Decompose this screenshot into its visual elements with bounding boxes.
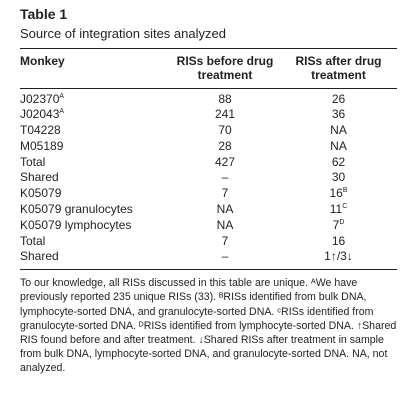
table-row <box>20 249 397 269</box>
data-table <box>20 49 397 270</box>
header-before: RISs before drug treatment <box>170 49 280 88</box>
after-cell <box>280 88 397 107</box>
after-cell <box>280 170 397 186</box>
before-cell <box>170 234 280 250</box>
before-cell-value: 7 <box>221 233 229 248</box>
table-row <box>20 234 397 250</box>
monkey-cell-value: Shared <box>20 249 59 264</box>
monkey-cell <box>20 202 170 218</box>
before-cell-value: 241 <box>214 107 236 122</box>
monkey-cell-value: Total <box>20 233 46 248</box>
footnote-marker: A <box>59 108 65 116</box>
table-row <box>20 155 397 171</box>
before-cell <box>170 170 280 186</box>
before-cell <box>170 139 280 155</box>
after-cell <box>280 218 397 234</box>
table-container <box>20 6 397 376</box>
table-row <box>20 170 397 186</box>
footnote-marker: B <box>342 187 348 195</box>
before-cell <box>170 123 280 139</box>
monkey-cell-value: Total <box>20 154 46 169</box>
table-row <box>20 202 397 218</box>
after-cell-value: 62 <box>331 154 346 169</box>
after-cell-value: 16 <box>329 186 343 201</box>
table-footnote: To our knowledge, all RISs discussed in this table are unique. ᴬWe have previously reported 235 unique RISs (33). ᴮRISs identified from bulk DNA, lymphocyte-sorted DNA, and granulocyte-sorted DNA. ᶜRISs identified from granulocyte-sorted DNA. ᴰRISs identified from lymphocyte-sorted DNA. ↑Shared RIS found before and after treatment. ↓Shared RISs after treatment in sample from bulk DNA, lymphocyte-sorted DNA, and granulocyte-sorted DNA. NA, not analyzed. <box>20 277 397 375</box>
after-cell <box>280 234 397 250</box>
before-cell <box>170 218 280 234</box>
before-cell <box>170 202 280 218</box>
after-cell <box>280 107 397 123</box>
after-cell-value: 7 <box>332 217 340 232</box>
before-cell-value: 88 <box>218 91 232 106</box>
table-row <box>20 139 397 155</box>
after-cell-value: 30 <box>331 170 346 185</box>
before-cell <box>170 249 280 269</box>
before-cell-value: NA <box>216 202 234 217</box>
after-cell <box>280 155 397 171</box>
before-cell <box>170 155 280 171</box>
before-cell-value: 7 <box>221 186 229 201</box>
monkey-cell-value: J02043 <box>20 107 60 122</box>
footnote-marker: A <box>59 92 65 100</box>
after-cell-value: 11 <box>329 202 343 217</box>
monkey-cell-value: K05079 <box>20 186 62 201</box>
monkey-cell-value: K05079 lymphocytes <box>20 217 132 232</box>
after-cell <box>280 249 397 269</box>
after-cell <box>280 139 397 155</box>
monkey-cell <box>20 139 170 155</box>
table-body <box>20 88 397 270</box>
table-row <box>20 186 397 202</box>
after-cell <box>280 202 397 218</box>
header-row <box>20 49 397 88</box>
monkey-cell <box>20 234 170 250</box>
monkey-cell-value: T04228 <box>20 123 61 138</box>
monkey-cell <box>20 249 170 269</box>
table-subtitle: Source of integration sites analyzed <box>20 25 397 49</box>
before-cell-value: NA <box>216 217 234 232</box>
after-cell-value: 36 <box>331 107 346 122</box>
table-row <box>20 88 397 107</box>
monkey-cell <box>20 123 170 139</box>
monkey-cell <box>20 107 170 123</box>
monkey-cell-value: Shared <box>20 170 59 185</box>
after-cell-value: 1↑/3↓ <box>324 249 353 264</box>
before-cell-value: 427 <box>214 154 236 169</box>
before-cell <box>170 88 280 107</box>
table-row <box>20 107 397 123</box>
header-after: RISs after drug treatment <box>280 49 397 88</box>
table-row <box>20 218 397 234</box>
monkey-cell-value: J02370 <box>20 91 60 106</box>
after-cell-value: NA <box>330 138 347 153</box>
before-cell <box>170 186 280 202</box>
after-cell-value: 26 <box>331 91 346 106</box>
before-cell <box>170 107 280 123</box>
before-cell-value: – <box>221 170 229 185</box>
after-cell <box>280 123 397 139</box>
footnote-marker: D <box>339 218 345 226</box>
monkey-cell <box>20 88 170 107</box>
monkey-cell <box>20 155 170 171</box>
monkey-cell-value: K05079 granulocytes <box>20 202 133 217</box>
monkey-cell <box>20 170 170 186</box>
after-cell-value: NA <box>330 123 347 138</box>
before-cell-value: 70 <box>218 123 232 138</box>
before-cell-value: 28 <box>218 138 232 153</box>
monkey-cell <box>20 218 170 234</box>
table-row <box>20 123 397 139</box>
before-cell-value: – <box>221 249 229 264</box>
monkey-cell <box>20 186 170 202</box>
after-cell <box>280 186 397 202</box>
header-monkey: Monkey <box>20 49 170 88</box>
footnote-marker: C <box>342 203 348 211</box>
table-title: Table 1 <box>20 6 68 22</box>
monkey-cell-value: M05189 <box>20 138 64 153</box>
after-cell-value: 16 <box>331 233 346 248</box>
